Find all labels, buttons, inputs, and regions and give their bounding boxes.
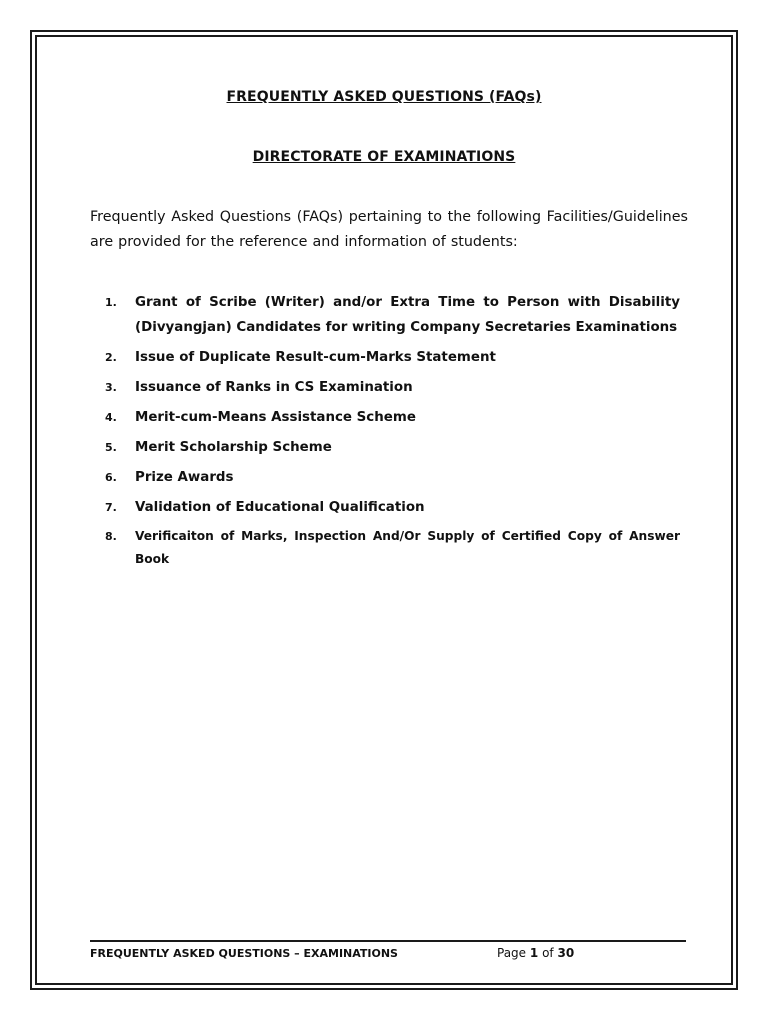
document-title: FREQUENTLY ASKED QUESTIONS (FAQs): [226, 89, 542, 105]
footer-divider: [90, 940, 686, 942]
page-number: [497, 946, 574, 960]
list-item-number: 4.: [105, 411, 117, 424]
list-item-text: Grant of Scribe (Writer) and/or Extra Time to Person with Disability (Divyangjan) Candidates for writing Company Secretaries Examinations: [135, 295, 680, 335]
page-current: 1: [529, 946, 539, 960]
page-total: 30: [557, 946, 575, 960]
list-item-number: 6.: [105, 471, 117, 484]
page-of: of: [542, 946, 554, 960]
page-label: Page: [497, 946, 527, 960]
list-item: [90, 345, 680, 370]
list-item-number: 2.: [105, 351, 117, 364]
list-item-number: 3.: [105, 381, 117, 394]
list-item-number: 5.: [105, 441, 117, 454]
list-item: [90, 435, 680, 460]
list-item-text: Merit-cum-Means Assistance Scheme: [135, 410, 416, 425]
footer-title: FREQUENTLY ASKED QUESTIONS – EXAMINATIONS: [90, 947, 398, 960]
intro-paragraph: Frequently Asked Questions (FAQs) pertaining to the following Facilities/Guidelines are provided for the reference and information of students:: [90, 209, 688, 250]
list-item-text: Issue of Duplicate Result-cum-Marks Statement: [135, 350, 496, 365]
list-item-text: Merit Scholarship Scheme: [135, 440, 332, 455]
document-subtitle: DIRECTORATE OF EXAMINATIONS: [252, 149, 516, 165]
list-item: [90, 290, 680, 340]
list-item-number: 1.: [105, 296, 117, 309]
list-item: [90, 465, 680, 490]
list-item-number: 8.: [105, 530, 117, 543]
list-item: [90, 495, 680, 520]
list-item-text: Prize Awards: [135, 470, 234, 485]
list-item-text: Validation of Educational Qualification: [135, 500, 425, 515]
list-item: [90, 375, 680, 400]
faq-topic-list: [90, 290, 680, 576]
list-item: [90, 525, 680, 571]
list-item-text: Issuance of Ranks in CS Examination: [135, 380, 413, 395]
list-item-text: Verificaiton of Marks, Inspection And/Or Supply of Certified Copy of Answer Book: [135, 529, 680, 566]
list-item-number: 7.: [105, 501, 117, 514]
list-item: [90, 405, 680, 430]
